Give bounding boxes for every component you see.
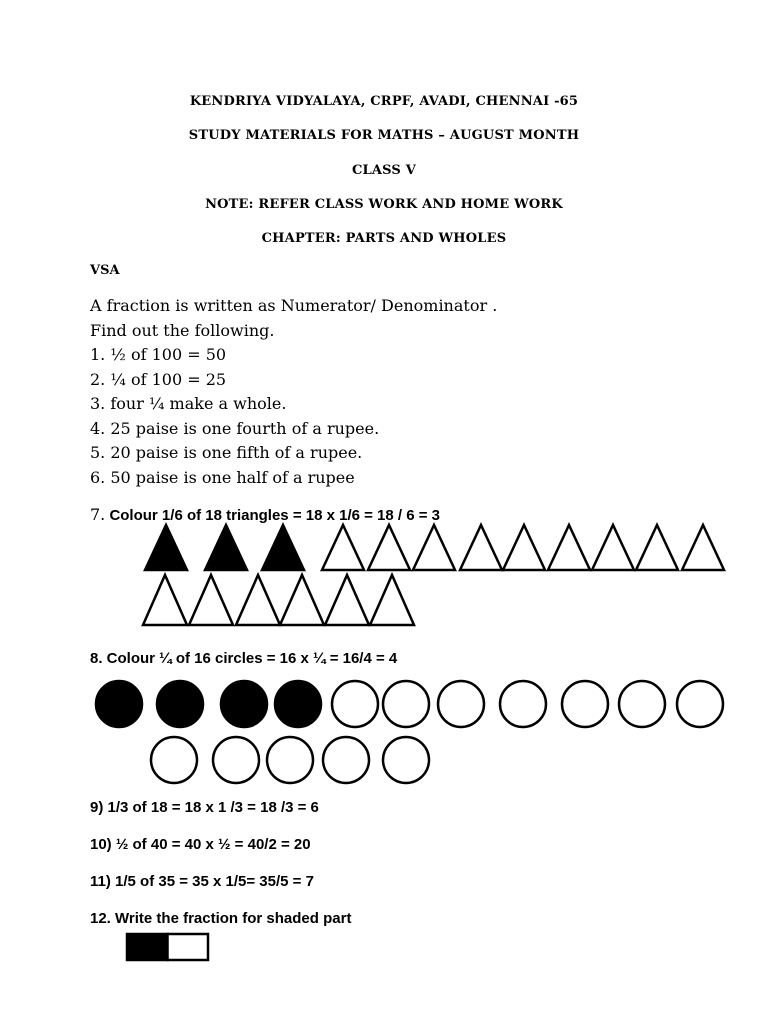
question-9: 9) 1/3 of 18 = 18 x 1 /3 = 18 /3 = 6 — [90, 799, 319, 816]
intro-line-1: A fraction is written as Numerator/ Denominator . — [90, 296, 498, 315]
circle — [677, 681, 723, 727]
circle — [323, 737, 369, 783]
triangle — [370, 575, 414, 625]
shaded-circle — [96, 681, 142, 727]
question-11: 11) 1/5 of 35 = 35 x 1/5= 35/5 = 7 — [90, 873, 314, 890]
unshaded-part — [168, 934, 209, 960]
shaded-triangle — [205, 525, 247, 570]
shaded-triangle — [145, 525, 187, 570]
circle — [383, 681, 429, 727]
question-12: 12. Write the fraction for shaded part — [90, 910, 352, 927]
item-5: 5. 20 paise is one fifth of a rupee. — [90, 443, 363, 462]
triangle — [280, 575, 324, 625]
shaded-part — [127, 934, 168, 960]
question-8: 8. Colour ¼ of 16 circles = 16 x ¼ = 16/4 = 4 — [90, 650, 398, 667]
triangle — [413, 525, 455, 570]
circle — [438, 681, 484, 727]
circle — [562, 681, 608, 727]
circle — [500, 681, 546, 727]
triangle — [143, 575, 187, 625]
item-3: 3. four ¼ make a whole. — [90, 394, 287, 413]
shaded-circle — [275, 681, 321, 727]
triangle — [325, 575, 369, 625]
circle — [151, 737, 197, 783]
shaded-circle — [157, 681, 203, 727]
triangle — [368, 525, 410, 570]
item-1: 1. ½ of 100 = 50 — [90, 345, 227, 364]
circle — [383, 737, 429, 783]
question-10: 10) ½ of 40 = 40 x ½ = 40/2 = 20 — [90, 836, 311, 853]
triangle — [636, 525, 678, 570]
intro-line-2: Find out the following. — [90, 321, 275, 340]
note-line: NOTE: REFER CLASS WORK AND HOME WORK — [205, 197, 563, 212]
subject-title: STUDY MATERIALS FOR MATHS – AUGUST MONTH — [188, 128, 580, 143]
chapter-title: CHAPTER: PARTS AND WHOLES — [261, 231, 507, 246]
item-6: 6. 50 paise is one half of a rupee — [90, 468, 355, 487]
triangle — [189, 575, 233, 625]
class-title: CLASS V — [351, 163, 417, 178]
item-4: 4. 25 paise is one fourth of a rupee. — [90, 419, 380, 438]
triangle — [236, 575, 280, 625]
shaded-triangle — [262, 525, 304, 570]
triangle — [322, 525, 364, 570]
triangle — [503, 525, 545, 570]
question-7-number: 7. — [90, 505, 106, 524]
triangle — [460, 525, 502, 570]
triangle — [548, 525, 590, 570]
circle — [619, 681, 665, 727]
triangle — [592, 525, 634, 570]
shaded-circle — [221, 681, 267, 727]
school-title: KENDRIYA VIDYALAYA, CRPF, AVADI, CHENNAI -65 — [189, 94, 579, 109]
item-2: 2. ¼ of 100 = 25 — [90, 370, 227, 389]
circle — [267, 737, 313, 783]
circle — [213, 737, 259, 783]
section-label: VSA — [90, 263, 120, 278]
question-7-text: Colour 1/6 of 18 triangles = 18 x 1/6 = 18 / 6 = 3 — [109, 507, 441, 524]
triangle — [682, 525, 724, 570]
circle — [332, 681, 378, 727]
